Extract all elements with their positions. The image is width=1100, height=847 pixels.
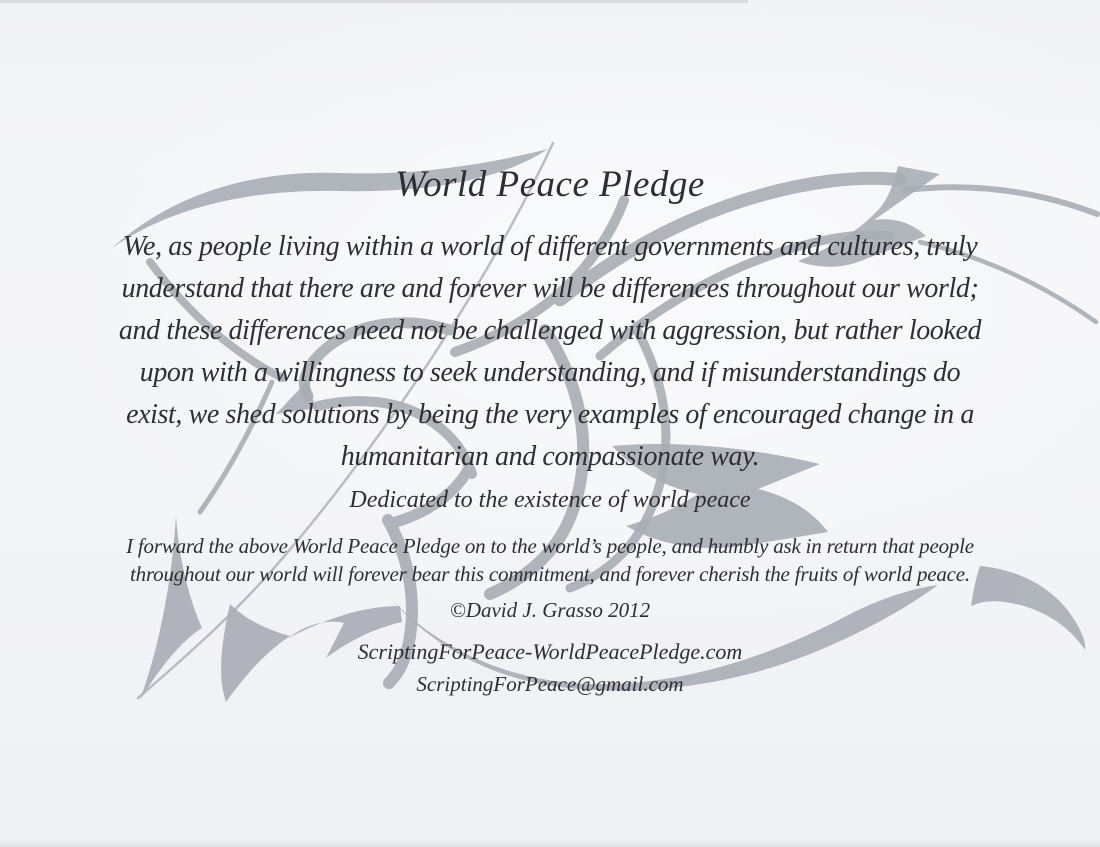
page-title: World Peace Pledge	[395, 164, 705, 205]
email-line: ScriptingForPeace@gmail.com	[416, 672, 684, 696]
pledge-paragraph	[0, 226, 1100, 478]
pledge-line: exist, we shed solutions by being the very examples of encouraged change in a	[126, 399, 974, 430]
pledge-line: humanitarian and compassionate way.	[340, 441, 760, 472]
forward-line: I forward the above World Peace Pledge on to the world’s people, and humbly ask in return that people	[126, 534, 974, 558]
copyright-line: ©David J. Grasso 2012	[449, 598, 651, 622]
dedication-line: Dedicated to the existence of world peace	[349, 487, 751, 513]
forward-paragraph	[0, 532, 1100, 588]
pledge-line: We, as people living within a world of different governments and cultures, truly	[122, 231, 978, 262]
website-line: ScriptingForPeace-WorldPeacePledge.com	[357, 639, 743, 664]
pledge-line: upon with a willingness to seek understanding, and if misunderstandings do	[139, 357, 961, 388]
forward-line: throughout our world will forever bear this commitment, and forever cherish the fruits of world peace.	[130, 562, 970, 586]
pledge-line: and these differences need not be challenged with aggression, but rather looked	[118, 315, 982, 346]
pledge-line: understand that there are and forever will be differences throughout our world;	[121, 273, 979, 304]
